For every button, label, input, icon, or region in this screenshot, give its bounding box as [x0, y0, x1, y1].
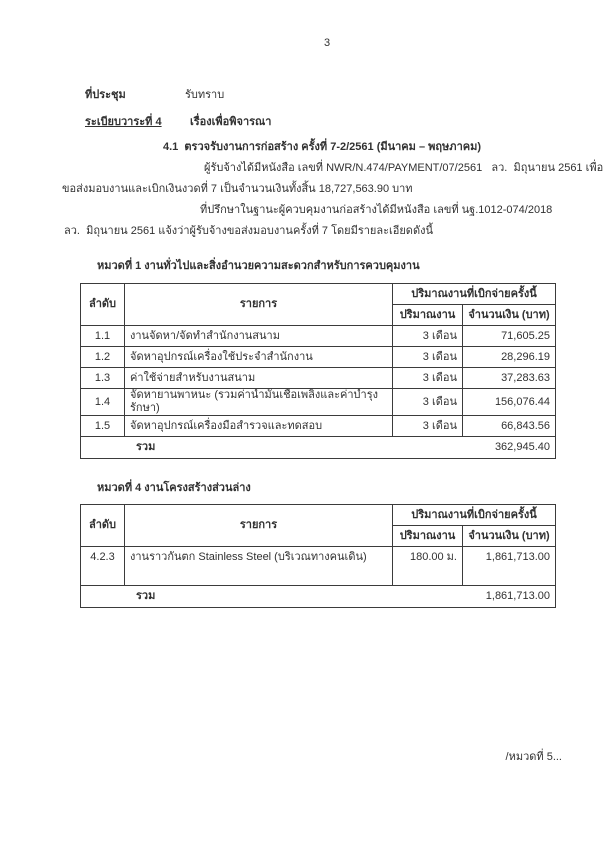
table-row: [81, 416, 556, 437]
resolution-value: รับทราบ: [185, 89, 225, 101]
page-number: 3: [324, 37, 331, 49]
total-label: รวม: [136, 441, 156, 453]
col-header-item: รายการ: [125, 505, 393, 547]
paragraph-line: ลว. มิถุนายน 2561 แจ้งว่าผู้รับจ้างขอส่งมอบงานครั้งที่ 7 โดยมีรายละเอียดดังนี้: [64, 225, 433, 237]
total-amount: 362,945.40: [494, 441, 550, 453]
cell-qty: 3 เดือน: [393, 347, 463, 368]
table-row: [81, 368, 556, 389]
table-header-row-1: [81, 505, 556, 526]
cell-amount: 28,296.19: [463, 347, 556, 368]
col-header-amount: จำนวนเงิน (บาท): [463, 526, 556, 547]
agenda-label: ระเบียบวาระที่ 4: [85, 116, 162, 128]
col-header-amount: จำนวนเงิน (บาท): [463, 305, 556, 326]
cell-item: งานจัดหา/จัดทำสำนักงานสนาม: [125, 326, 393, 347]
table-row: [81, 326, 556, 347]
payment-table-section-4: [80, 504, 556, 608]
total-label: รวม: [136, 590, 156, 602]
cell-qty: 3 เดือน: [393, 368, 463, 389]
cell-qty: 3 เดือน: [393, 389, 463, 416]
cell-no: 1.1: [81, 326, 125, 347]
cell-no: 1.4: [81, 389, 125, 416]
cell-item: จัดหาอุปกรณ์เครื่องมือสำรวจและทดสอบ: [125, 416, 393, 437]
col-header-qty: ปริมาณงาน: [393, 305, 463, 326]
cell-qty: 3 เดือน: [393, 326, 463, 347]
resolution-label: ที่ประชุม: [85, 89, 126, 101]
cell-item: ค่าใช้จ่ายสำหรับงานสนาม: [125, 368, 393, 389]
table-row: [81, 347, 556, 368]
payment-table-section-1: [80, 283, 556, 459]
cell-item: จัดหาอุปกรณ์เครื่องใช้ประจำสำนักงาน: [125, 347, 393, 368]
paragraph-line: ผู้รับจ้างได้มีหนังสือ เลขที่ NWR/N.474/PAYMENT/07/2561 ลว. มิถุนายน 2561 เพื่อ: [204, 162, 604, 174]
agenda-title: เรื่องเพื่อพิจารณา: [190, 116, 272, 128]
total-row: [81, 437, 556, 459]
total-amount: 1,861,713.00: [485, 590, 550, 602]
section-1-heading: หมวดที่ 1 งานทั่วไปและสิ่งอำนวยความสะดวกสำหรับการควบคุมงาน: [97, 260, 420, 272]
section-4-heading: หมวดที่ 4 งานโครงสร้างส่วนล่าง: [97, 482, 251, 494]
cell-amount: 71,605.25: [463, 326, 556, 347]
cell-no: 4.2.3: [81, 547, 125, 586]
col-header-group: ปริมาณงานที่เบิกจ่ายครั้งนี้: [393, 284, 556, 305]
table-header-row-1: [81, 284, 556, 305]
table-row: [81, 547, 556, 586]
cell-no: 1.5: [81, 416, 125, 437]
col-header-group: ปริมาณงานที่เบิกจ่ายครั้งนี้: [393, 505, 556, 526]
col-header-no: ลำดับ: [81, 284, 125, 326]
col-header-qty: ปริมาณงาน: [393, 526, 463, 547]
cell-item: งานราวกันตก Stainless Steel (บริเวณทางคนเดิน): [125, 547, 393, 586]
continuation-marker: /หมวดที่ 5...: [505, 751, 562, 763]
cell-no: 1.3: [81, 368, 125, 389]
cell-no: 1.2: [81, 347, 125, 368]
col-header-no: ลำดับ: [81, 505, 125, 547]
cell-amount: 66,843.56: [463, 416, 556, 437]
col-header-item: รายการ: [125, 284, 393, 326]
cell-amount: 156,076.44: [463, 389, 556, 416]
cell-item: จัดหายานพาหนะ (รวมค่าน้ำมันเชื้อเพลิงและค่าบำรุงรักษา): [125, 389, 393, 416]
paragraph-line: ที่ปรึกษาในฐานะผู้ควบคุมงานก่อสร้างได้มีหนังสือ เลขที่ นฐ.1012-074/2018: [200, 204, 553, 216]
item-heading: 4.1 ตรวจรับงานการก่อสร้าง ครั้งที่ 7-2/2561 (มีนาคม – พฤษภาคม): [163, 141, 482, 153]
cell-amount: 37,283.63: [463, 368, 556, 389]
cell-amount: 1,861,713.00: [463, 547, 556, 586]
total-row: [81, 586, 556, 608]
paragraph-line: ขอส่งมอบงานและเบิกเงินงวดที่ 7 เป็นจำนวนเงินทั้งสิ้น 18,727,563.90 บาท: [62, 183, 413, 195]
cell-qty: 3 เดือน: [393, 416, 463, 437]
cell-qty: 180.00 ม.: [393, 547, 463, 586]
table-row: [81, 389, 556, 416]
